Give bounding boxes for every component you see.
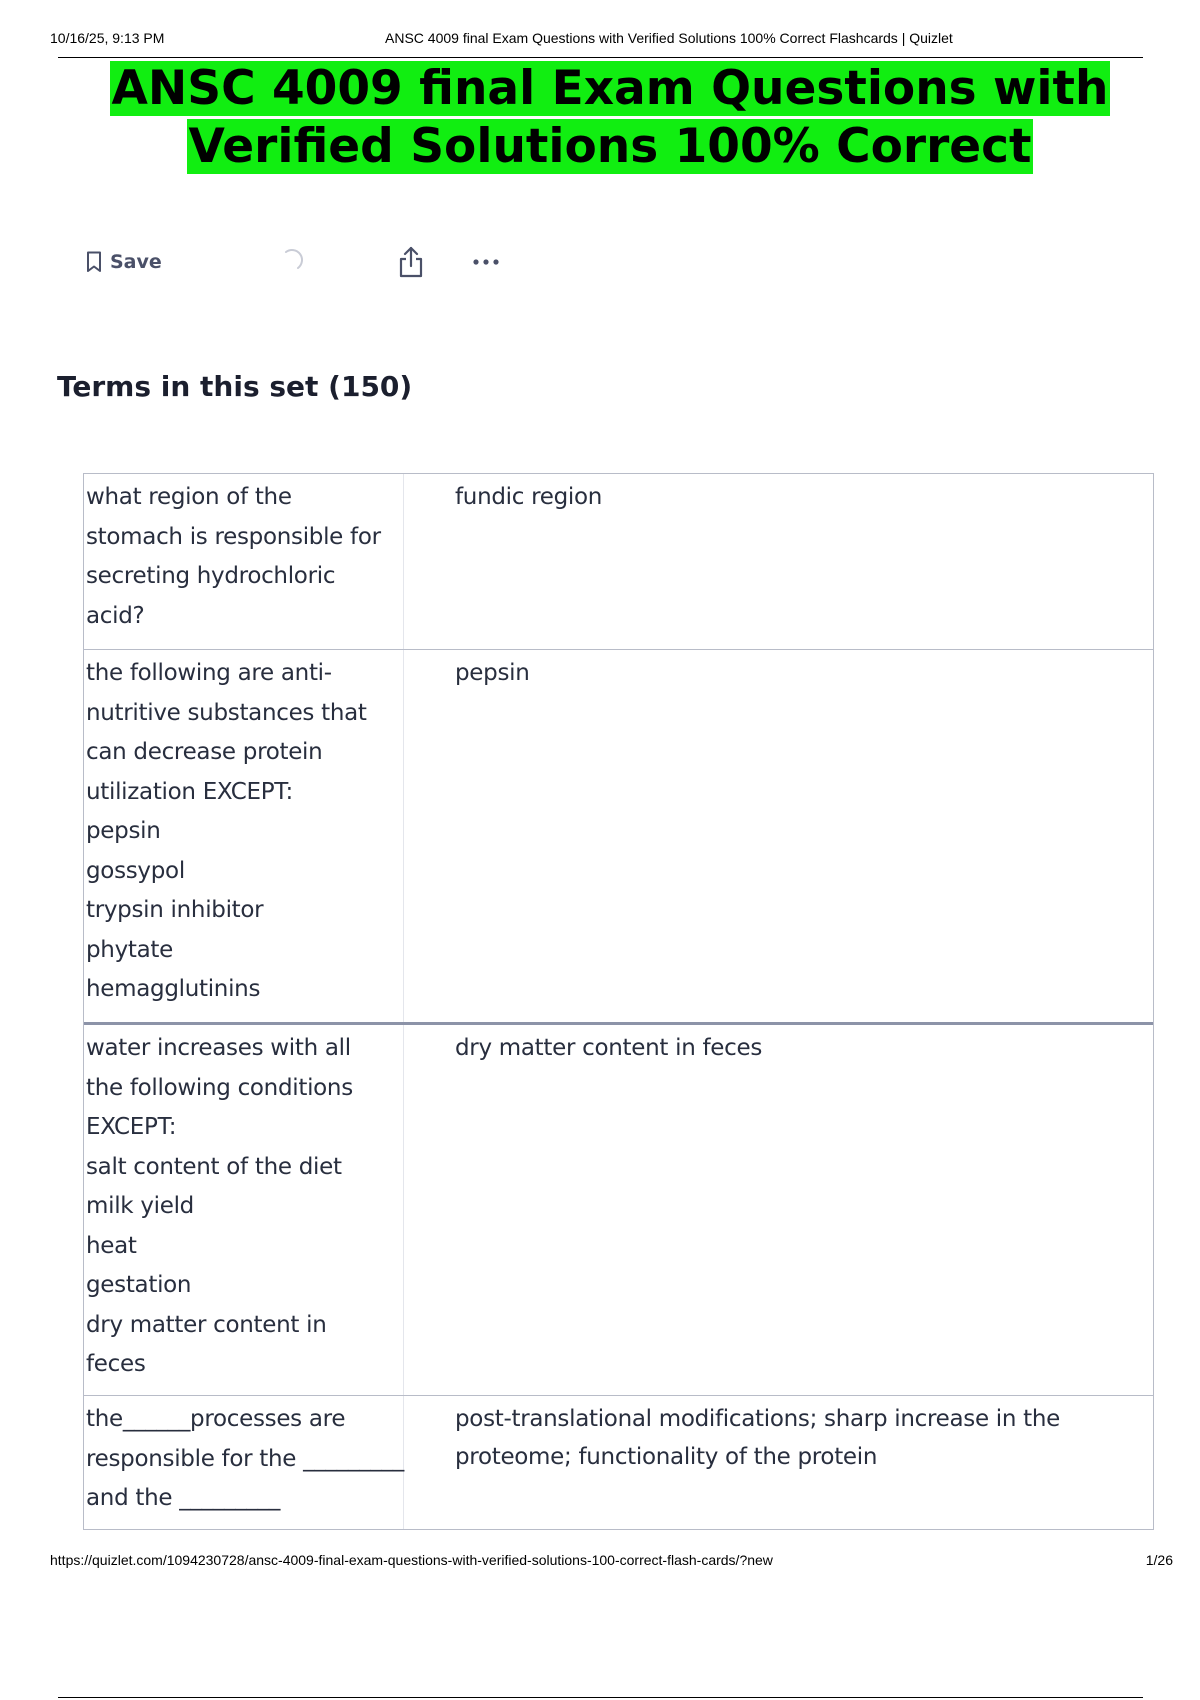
card-term	[84, 474, 404, 649]
flashcard-row[interactable]	[84, 649, 1153, 1022]
page-title: ANSC 4009 final Exam Questions with Verified Solutions 100% Correct	[111, 61, 1109, 174]
term-line: nutritive substances that	[86, 699, 367, 726]
set-actions-bar	[86, 245, 536, 279]
save-button[interactable]	[86, 245, 162, 279]
share-icon[interactable]	[396, 245, 426, 279]
term-line: responsible for the _________	[86, 1445, 404, 1472]
term-line: gestation	[86, 1272, 192, 1298]
card-definition	[404, 474, 1153, 649]
term-line: acid?	[86, 602, 145, 629]
definition-line: post-translational modifications; sharp increase in the	[455, 1406, 1061, 1432]
print-footer	[50, 1552, 1173, 1572]
flashcard-list	[83, 473, 1154, 1530]
flashcard-row[interactable]	[84, 1395, 1153, 1529]
term-line: can decrease protein	[86, 739, 323, 765]
term-line: the following are anti-	[86, 660, 332, 686]
term-line: feces	[86, 1351, 146, 1377]
term-line: heat	[86, 1232, 137, 1259]
card-definition	[404, 1025, 1153, 1395]
term-line: milk yield	[86, 1193, 194, 1219]
card-term	[84, 1396, 404, 1529]
more-icon[interactable]	[469, 245, 503, 279]
flashcard-row[interactable]	[84, 474, 1153, 649]
footer-divider	[58, 1697, 1143, 1698]
term-line: salt content of the diet	[86, 1153, 342, 1180]
term-line: stomach is responsible for	[86, 523, 381, 550]
print-page-number: 1/26	[1145, 1552, 1173, 1568]
definition-line: proteome; functionality of the protein	[455, 1444, 878, 1470]
term-line: the following conditions	[86, 1074, 353, 1101]
terms-heading: Terms in this set (150)	[57, 370, 413, 403]
term-line: pepsin	[86, 818, 161, 844]
term-line: trypsin inhibitor	[86, 897, 264, 923]
spinner-icon	[278, 248, 304, 274]
term-line: secreting hydrochloric	[86, 563, 336, 589]
card-term	[84, 1025, 404, 1395]
definition-line: fundic region	[455, 484, 603, 510]
print-header	[50, 30, 1150, 50]
term-line: and the _________	[86, 1485, 281, 1511]
bookmark-icon	[86, 251, 102, 273]
term-line: utilization EXCEPT:	[86, 778, 293, 805]
header-divider	[58, 57, 1143, 58]
term-line: dry matter content in	[86, 1311, 327, 1338]
term-line: water increases with all	[86, 1035, 351, 1061]
term-line: phytate	[86, 936, 173, 963]
term-line: EXCEPT:	[86, 1114, 177, 1140]
print-url: https://quizlet.com/1094230728/ansc-4009-final-exam-questions-with-verified-solutions-100-correct-flash-cards/?new	[50, 1552, 773, 1568]
print-date: 10/16/25, 9:13 PM	[50, 30, 165, 46]
term-line: the______processes are	[86, 1406, 346, 1432]
card-definition	[404, 1396, 1153, 1529]
definition-line: pepsin	[455, 660, 530, 686]
term-line: hemagglutinins	[86, 976, 261, 1002]
flashcard-row[interactable]	[84, 1022, 1153, 1395]
print-doc-title: ANSC 4009 final Exam Questions with Verified Solutions 100% Correct Flashcards | Quizlet	[385, 30, 953, 46]
term-line: gossypol	[86, 857, 185, 884]
card-term	[84, 650, 404, 1022]
term-line: what region of the	[86, 484, 292, 510]
definition-line: dry matter content in feces	[455, 1035, 763, 1061]
save-button-label: Save	[110, 251, 162, 273]
page-title-wrap	[60, 60, 1160, 176]
card-definition	[404, 650, 1153, 1022]
